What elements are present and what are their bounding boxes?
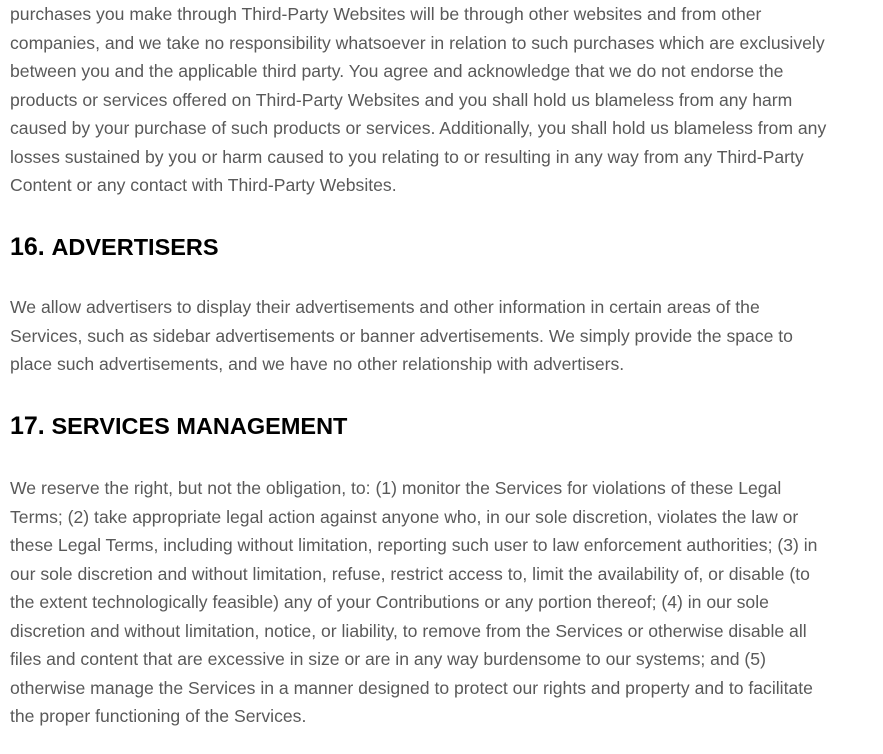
paragraph-line: Content or any contact with Third-Party Websites.	[10, 175, 397, 195]
section-title: ADVERTISERS	[51, 234, 219, 260]
paragraph-line: losses sustained by you or harm caused to you relating to or resulting in any way from any Third-Party	[10, 146, 804, 167]
paragraph-line: products or services offered on Third-Party Websites and you shall hold us blameless from any harm	[10, 89, 793, 110]
paragraph-line: our sole discretion and without limitation, refuse, restrict access to, limit the availability of, or disable (to	[10, 563, 810, 584]
paragraph-line: discretion and without limitation, notice, or liability, to remove from the Services or otherwise disable all	[10, 620, 807, 641]
section-number: 16.	[10, 233, 45, 261]
paragraph-line: We reserve the right, but not the obligation, to: (1) monitor the Services for violations of these Legal	[10, 478, 782, 498]
third-party-websites-paragraph	[10, 0, 826, 200]
paragraph-line: the extent technologically feasible) any of your Contributions or any portion thereof; (4) in our sole	[10, 592, 769, 612]
paragraph-line: We allow advertisers to display their advertisements and other information in certain areas of the	[10, 297, 760, 317]
advertisers-paragraph	[10, 293, 793, 379]
paragraph-line: place such advertisements, and we have no other relationship with advertisers.	[10, 354, 625, 374]
paragraph-line: Terms; (2) take appropriate legal action against anyone who, in our sole discretion, violates the law or	[10, 506, 799, 527]
section-heading-advertisers	[10, 227, 219, 267]
paragraph-line: Services, such as sidebar advertisements or banner advertisements. We simply provide the space to	[10, 325, 793, 346]
paragraph-line: these Legal Terms, including without limitation, reporting such user to law enforcement authorities; (3) in	[10, 535, 818, 555]
section-title: SERVICES MANAGEMENT	[51, 413, 348, 439]
paragraph-line: files and content that are excessive in size or are in any way burdensome to our systems; and (5)	[10, 649, 766, 669]
paragraph-line: between you and the applicable third party. You agree and acknowledge that we do not endorse the	[10, 61, 784, 81]
section-heading-services-management	[10, 406, 347, 446]
services-management-paragraph	[10, 474, 817, 731]
section-number: 17.	[10, 412, 45, 440]
paragraph-line: purchases you make through Third-Party Websites will be through other websites and from other	[10, 4, 762, 24]
paragraph-line: the proper functioning of the Services.	[10, 706, 307, 726]
paragraph-line: companies, and we take no responsibility whatsoever in relation to such purchases which are exclusively	[10, 32, 825, 53]
paragraph-line: otherwise manage the Services in a manner designed to protect our rights and property and to facilitate	[10, 677, 813, 698]
paragraph-line: caused by your purchase of such products or services. Additionally, you shall hold us blameless from any	[10, 118, 827, 138]
